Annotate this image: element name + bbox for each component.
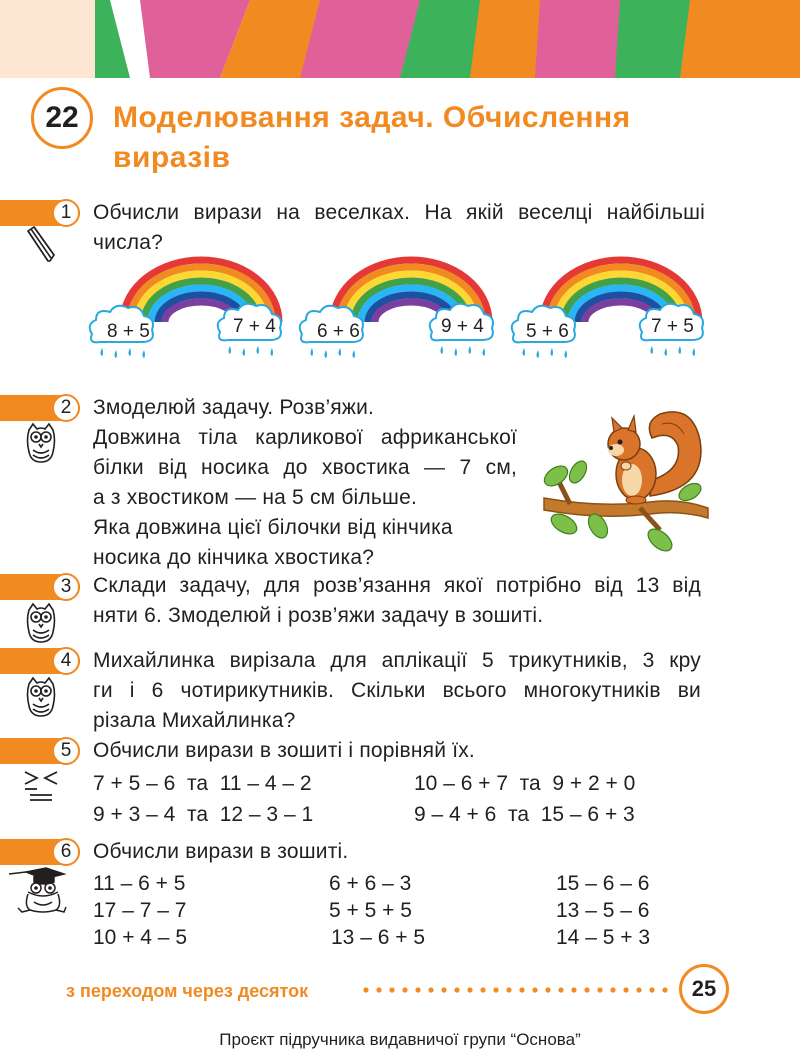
task1-line2: числа? [93, 231, 163, 254]
task5-intro: Обчисли вирази в зошиті і порівняй їх. [93, 739, 475, 762]
task3-line: Склади задачу, для розв’язання якої потрібно від 13 від [93, 574, 701, 597]
rainbow-2-left-expr: 6 + 6 [317, 321, 360, 342]
task2-line: а з хвостиком — на 5 см більше. [93, 486, 417, 509]
owl-icon [24, 602, 58, 644]
expression: 13 – 5 – 6 [556, 899, 650, 922]
lesson-title [113, 98, 733, 178]
rainbow-1 [90, 260, 281, 358]
task-number: 2 [52, 394, 80, 422]
task2-line: білки від носика до хвостика — 7 см, [93, 456, 517, 479]
expression: 17 – 7 – 7 [93, 899, 187, 922]
task4-line: різала Михайлинка? [93, 709, 296, 732]
task2-body [93, 423, 517, 573]
task4-text [93, 646, 701, 736]
task-number: 5 [52, 737, 80, 765]
task4-line: Михайлинка вирізала для аплікації 5 трикутників, 3 кру [93, 649, 701, 672]
rainbow-3-left-expr: 5 + 6 [526, 321, 569, 342]
page-number: 25 [679, 964, 729, 1014]
task1-line1: Обчисли вирази на веселках. На якій веселці найбільші [93, 201, 705, 224]
owl-icon [24, 676, 58, 718]
rainbow-3 [512, 260, 703, 358]
task1-text [93, 198, 705, 258]
rainbows-group [86, 252, 716, 364]
rainbow-1-left-expr: 8 + 5 [107, 321, 150, 342]
footer-dots [362, 985, 674, 995]
expression: 10 + 4 – 5 [93, 926, 187, 949]
compare-pair: 9 – 4 + 6 та 15 – 6 + 3 [414, 803, 635, 826]
squirrel-illustration [540, 400, 712, 552]
pencil-icon [22, 225, 58, 265]
task4-line: ги і 6 чотирикутників. Скільки всього многокутників ви [93, 679, 701, 702]
compare-pair: 7 + 5 – 6 та 11 – 4 – 2 [93, 772, 312, 795]
expression: 5 + 5 + 5 [329, 899, 412, 922]
publisher-credit: Проєкт підручника видавничої групи “Основа” [219, 1030, 581, 1049]
compare-pair: 9 + 3 – 4 та 12 – 3 – 1 [93, 803, 314, 826]
task6-intro: Обчисли вирази в зошиті. [93, 840, 349, 863]
rainbow-2-right-expr: 9 + 4 [441, 316, 484, 337]
task-number: 3 [52, 573, 80, 601]
expression: 14 – 5 + 3 [556, 926, 650, 949]
rainbow-1-right-expr: 7 + 4 [233, 316, 276, 337]
expression: 13 – 6 + 5 [331, 926, 425, 949]
rainbow-3-right-expr: 7 + 5 [651, 316, 694, 337]
footer-topic: з переходом через десяток [66, 981, 309, 1001]
compare-signs-icon [22, 768, 60, 802]
task2-intro: Змоделюй задачу. Розв’яжи. [93, 396, 375, 419]
lesson-title-line1: Моделювання задач. Обчислення [113, 101, 631, 134]
frog-graduate-icon [8, 866, 68, 916]
expression: 11 – 6 + 5 [93, 872, 186, 895]
task2-line: Яка довжина цієї білочки від кінчика [93, 516, 453, 539]
expression: 15 – 6 – 6 [556, 872, 650, 895]
task-number: 1 [52, 199, 80, 227]
task2-line: носика до кінчика хвостика? [93, 546, 375, 569]
lesson-title-line2: виразів [113, 141, 231, 174]
expression: 6 + 6 – 3 [329, 872, 412, 895]
owl-icon [24, 422, 58, 464]
rainbow-2 [300, 260, 493, 358]
task2-line: Довжина тіла карликової африканської [93, 426, 517, 449]
task-number: 6 [52, 838, 80, 866]
task3-text [93, 571, 701, 631]
lesson-number: 22 [31, 87, 93, 149]
task-number: 4 [52, 647, 80, 675]
compare-pair: 10 – 6 + 7 та 9 + 2 + 0 [414, 772, 636, 795]
decorative-banner [0, 0, 800, 78]
task3-line: няти 6. Змоделюй і розв’яжи задачу в зошиті. [93, 604, 544, 627]
